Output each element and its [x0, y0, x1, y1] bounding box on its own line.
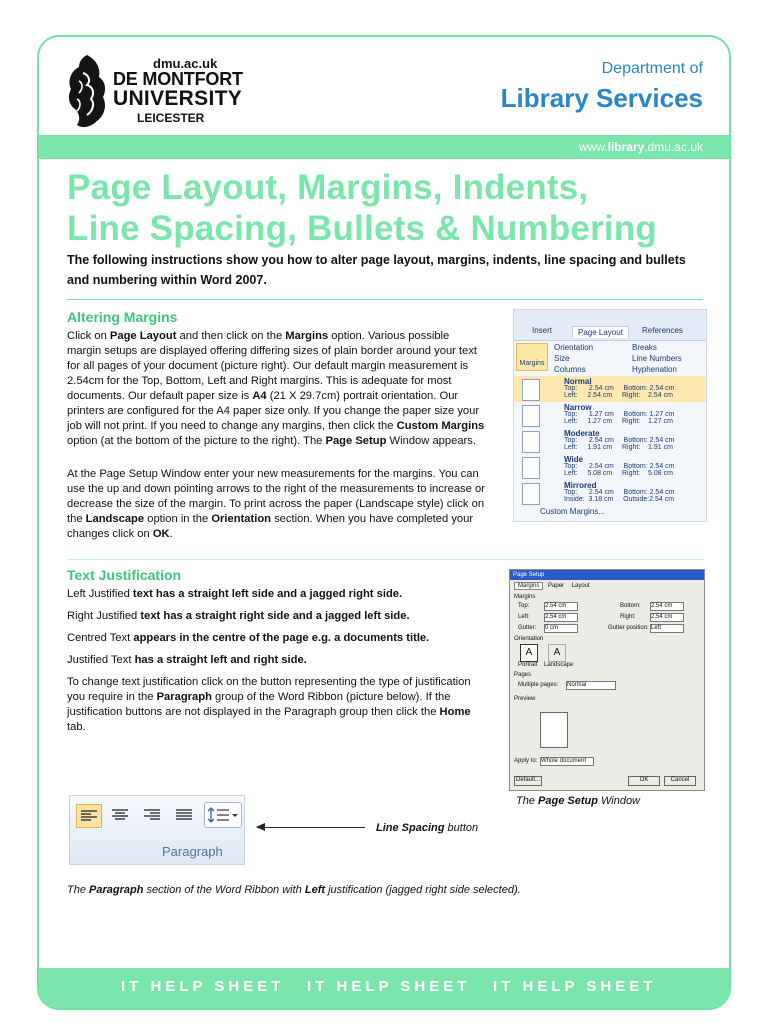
page-setup-caption: The Page Setup Window [516, 795, 641, 807]
tab-margins[interactable]: Margins [514, 582, 543, 590]
margin-preset-wide[interactable] [514, 454, 706, 480]
department-name: Library Services [500, 83, 703, 113]
margin-preset-values: Left: 5.08 cm Right: 5.08 cm [564, 470, 673, 477]
apply-to-select[interactable]: Whole document [540, 757, 594, 766]
align-right-icon [140, 804, 164, 826]
tab-paper[interactable]: Paper [548, 583, 565, 589]
title-line-2: Line Spacing, Bullets & Numbering [67, 209, 657, 248]
justification-item: Right Justified text has a straight right side and a jagged left side. [67, 610, 410, 622]
orientation-label: Orientation [514, 636, 544, 642]
tab-references[interactable]: References [642, 326, 683, 335]
tab-layout[interactable]: Layout [571, 583, 590, 589]
multiple-pages-select[interactable]: Normal [566, 681, 616, 690]
preview-page [540, 712, 568, 748]
library-url-link[interactable]: www.library.dmu.ac.uk [578, 140, 703, 154]
default-button[interactable]: Default... [514, 776, 542, 786]
margin-preset-values: Left: 1.91 cm Right: 1.91 cm [564, 444, 673, 451]
page-setup-screenshot [509, 569, 705, 791]
top-label: Top: [518, 603, 530, 609]
bottom-input[interactable]: 2.54 cm [650, 602, 684, 611]
justify-icon [172, 804, 196, 826]
multiple-pages-label: Multiple pages: [518, 682, 559, 688]
margin-preset-name: Wide [564, 455, 584, 464]
gutter-label: Gutter: [518, 625, 537, 631]
left-label: Left: [518, 614, 530, 620]
align-center-icon [108, 804, 132, 826]
pages-label: Pages [514, 672, 532, 678]
landscape-option[interactable]: A [548, 644, 566, 662]
gutter-input[interactable]: 0 cm [544, 624, 578, 633]
margins-dropdown-screenshot [513, 309, 707, 522]
align-left-button[interactable] [76, 804, 102, 828]
right-input[interactable]: 2.54 cm [650, 613, 684, 622]
bottom-label: Bottom: [620, 603, 641, 609]
margins-paragraph-1: Click on Page Layout and then click on the Margins option. Various possible margin setups are displayed offering differing sizes of plain border around your text for all pages of your document (picture right). Our default margin measurement is 2.54cm for the Top, Bottom, Left and Right margins. This is adequate for most documents. Our default paper size is A4 (21 X 29.7cm) portrait orientation. Our printers are configured for the A4 paper size only. If you change the paper size your job will not print. If you need to change any margins, then click the Custom Margins option (at the bottom of the picture to the right). The Page Setup Window appears. [67, 330, 485, 447]
top-input[interactable]: 2.54 cm [544, 602, 578, 611]
justification-item: Justified Text has a straight left and right side. [67, 654, 307, 666]
margin-preset-name: Moderate [564, 429, 600, 438]
intro-text: The following instructions show you how to alter page layout, margins, indents, line spacing and bullets and numbering within Word 2007. [67, 253, 686, 287]
align-right-button[interactable] [140, 804, 164, 826]
align-left-icon [77, 805, 101, 827]
logo-university: UNIVERSITY [113, 87, 243, 110]
paragraph-ribbon-screenshot [69, 795, 245, 865]
portrait-option[interactable]: A [520, 644, 538, 662]
apply-to-label: Apply to: [514, 758, 538, 764]
margin-preset-values: Inside: 3.18 cm Outside:2.54 cm [564, 496, 675, 503]
margin-preset-name: Narrow [564, 403, 592, 412]
margin-preset-values: Top: 1.27 cm Bottom: 1.27 cm [564, 411, 675, 418]
heading-altering-margins: Altering Margins [67, 309, 178, 325]
justification-paragraph: To change text justification click on the button representing the type of justification you require in the Paragraph group of the Word Ribbon (picture below). If the justification buttons are not displayed in the Paragraph group then click the Home tab. [67, 676, 471, 733]
line-numbers-menu[interactable]: Line Numbers [632, 354, 682, 363]
department-prefix: Department of [601, 60, 703, 77]
gutter-position-label: Gutter position: [608, 625, 649, 631]
footer-label-2: IT HELP SHEET [307, 978, 471, 995]
tab-page-layout[interactable]: Page Layout [572, 326, 629, 338]
footer-band [39, 968, 729, 1008]
columns-menu[interactable]: Columns [554, 365, 586, 374]
dmu-logo [65, 51, 245, 131]
margin-preset-narrow[interactable] [514, 402, 706, 428]
custom-margins-option[interactable]: Custom Margins... [540, 507, 605, 516]
cancel-button[interactable]: Cancel [664, 776, 696, 786]
footer-label-1: IT HELP SHEET [121, 978, 285, 995]
line-spacing-caption: Line Spacing button [376, 822, 479, 834]
size-menu[interactable]: Size [554, 354, 570, 363]
margin-preset-values: Left: 1.27 cm Right: 1.27 cm [564, 418, 673, 425]
margin-presets-list [514, 376, 706, 506]
margin-preset-thumbnail [522, 457, 540, 479]
margin-preset-normal[interactable] [514, 376, 706, 402]
help-sheet-page [37, 35, 731, 1010]
align-center-button[interactable] [108, 804, 132, 826]
page-setup-titlebar: Page Setup [510, 570, 704, 580]
margins-button[interactable]: Margins [516, 343, 548, 371]
heading-text-justification: Text Justification [67, 567, 182, 583]
ribbon-menu-left [554, 342, 593, 375]
justification-item: Centred Text appears in the centre of the page e.g. a documents title. [67, 632, 430, 644]
ribbon-menu-right [632, 342, 682, 375]
ok-button[interactable]: OK [628, 776, 660, 786]
margins-group-label: Margins [514, 594, 536, 600]
section-divider [67, 559, 703, 560]
section-divider [67, 299, 703, 300]
justification-item: Left Justified text has a straight left side and a jagged right side. [67, 588, 403, 600]
page-title [67, 167, 717, 249]
right-label: Right: [620, 614, 636, 620]
line-spacing-button[interactable] [204, 802, 242, 828]
margin-preset-values: Top: 2.54 cm Bottom: 2.54 cm [564, 437, 675, 444]
orientation-menu[interactable]: Orientation [554, 343, 594, 352]
margin-preset-mirrored[interactable] [514, 480, 706, 506]
title-line-1: Page Layout, Margins, Indents, [67, 168, 589, 207]
logo-leicester: LEICESTER [137, 111, 205, 125]
tab-insert[interactable]: Insert [532, 326, 553, 335]
margin-preset-values: Left: 2.54 cm Right: 2.54 cm [564, 392, 673, 399]
line-spacing-icon [205, 803, 241, 827]
portrait-label: Portrait [518, 662, 538, 668]
margin-preset-thumbnail [522, 483, 540, 505]
logo-domain: dmu.ac.uk [153, 56, 218, 71]
setup-tabs [514, 583, 593, 589]
breaks-menu[interactable]: Breaks [632, 343, 657, 352]
left-input[interactable]: 2.54 cm [544, 613, 578, 622]
ribbon-caption: The Paragraph section of the Word Ribbon with Left justification (jagged right side selected). [67, 884, 521, 896]
margins-paragraph-2: At the Page Setup Window enter your new measurements for the margins. You can use the up and down pointing arrows to the right of the measurements to increase or decrease the size of the margin. To print across the paper (Landscape style) click on the Landscape option in the Orientation section. When you have completed your changes click on OK. [67, 468, 485, 540]
margin-preset-values: Top: 2.54 cm Bottom: 2.54 cm [564, 489, 675, 496]
ribbon-tabs [514, 310, 706, 341]
footer-label-3: IT HELP SHEET [493, 978, 657, 995]
preview-label: Preview [514, 696, 536, 702]
margin-preset-thumbnail [522, 405, 540, 427]
landscape-label: Landscape [544, 662, 574, 668]
arrow-line [257, 827, 365, 828]
margin-preset-values: Top: 2.54 cm Bottom: 2.54 cm [564, 463, 675, 470]
margin-preset-name: Mirrored [564, 481, 597, 490]
margin-preset-values: Top: 2.54 cm Bottom: 2.54 cm [564, 385, 675, 392]
wyvern-crest-icon [65, 53, 109, 129]
paragraph-group-label: Paragraph [162, 844, 223, 859]
margin-preset-moderate[interactable] [514, 428, 706, 454]
hyphenation-menu[interactable]: Hyphenation [632, 365, 677, 374]
margin-preset-thumbnail [522, 431, 540, 453]
margin-preset-name: Normal [564, 377, 592, 386]
margin-preset-thumbnail [522, 379, 540, 401]
justify-button[interactable] [172, 804, 196, 826]
gutter-position-select[interactable]: Left [650, 624, 684, 633]
logo-de-montfort: DE MONTFORT [113, 69, 243, 89]
